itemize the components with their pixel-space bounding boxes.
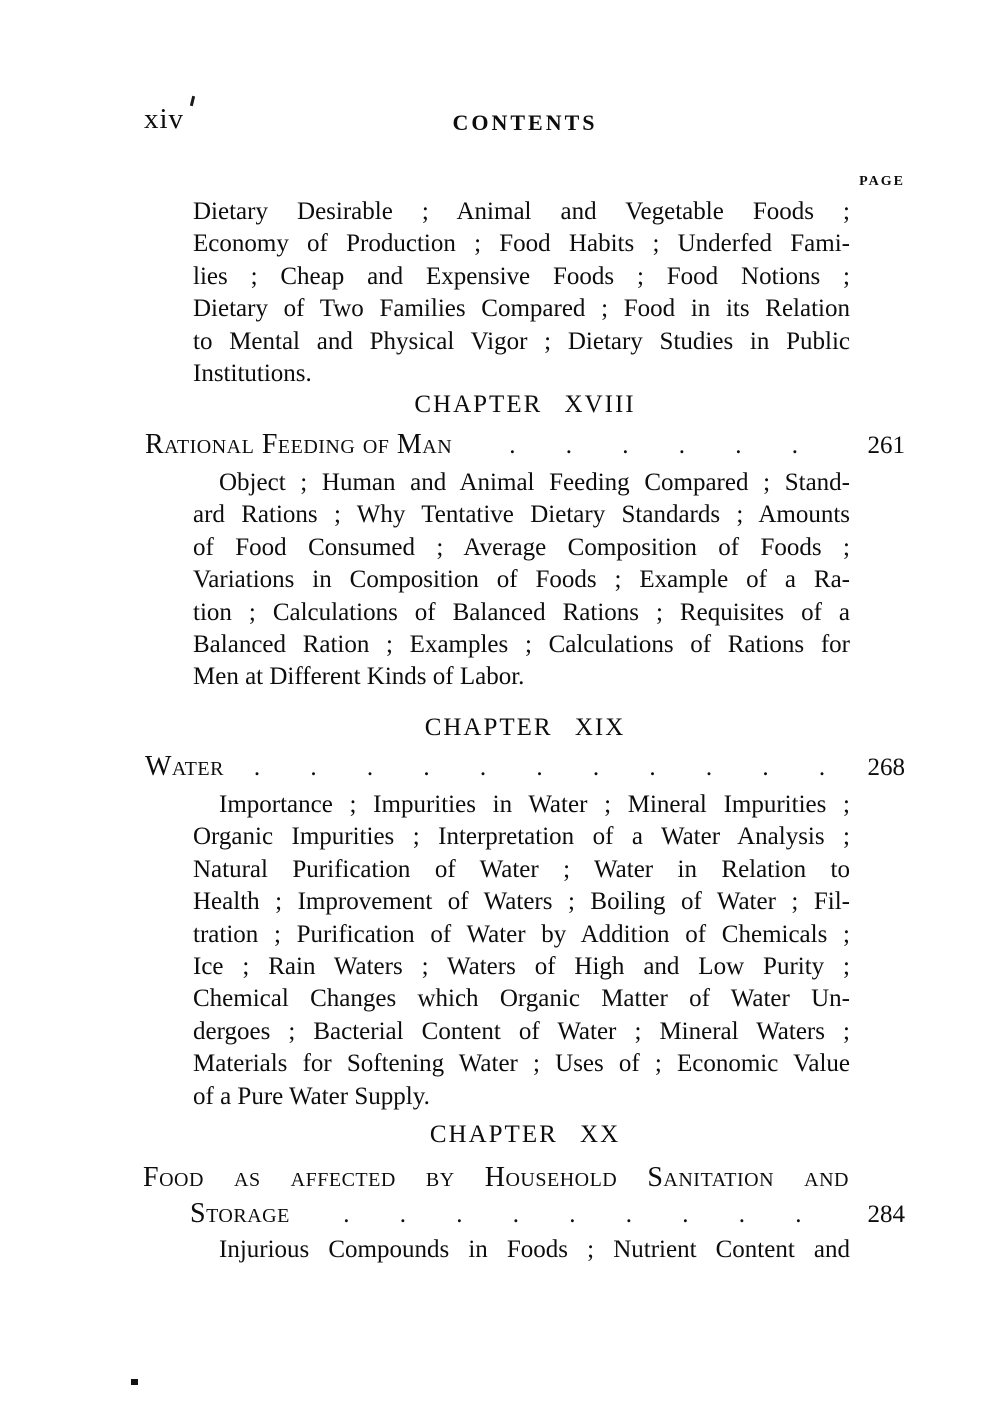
text-line: Dietary Desirable ; Animal and Vegetable Foods ; — [193, 198, 850, 225]
leader-dots: . . . . . . . . . . . — [253, 754, 826, 781]
text-line: of Food Consumed ; Average Composition of Foods ; — [193, 533, 850, 561]
chapter-heading-xviii: CHAPTER XVIII — [414, 391, 636, 418]
leader-dots: . . . . . . — [509, 432, 798, 459]
toc-entry-food-sanitation-line2 — [190, 1198, 905, 1230]
scan-artifact-tick — [190, 96, 195, 106]
text-line: Health ; Improvement of Waters ; Boiling of Water ; Fil- — [193, 888, 850, 916]
chapter-xix-summary — [193, 789, 850, 1113]
text-line: Chemical Changes which Organic Matter of Water Un- — [193, 985, 850, 1013]
chapter-xx-summary — [193, 1234, 850, 1266]
scan-artifact-dot — [131, 1379, 138, 1385]
chapter-xviii-summary — [193, 467, 850, 694]
text-line: Natural Purification of Water ; Water in Relation to — [193, 855, 850, 883]
text-line: Institutions. — [193, 360, 312, 388]
entry-page-number: 284 — [867, 1201, 905, 1228]
text-line: Injurious Compounds in Foods ; Nutrient Content and — [219, 1236, 850, 1263]
toc-entry-food-sanitation-line1: Food as affected by Household Sanitation and — [143, 1162, 849, 1193]
contents-title: CONTENTS — [452, 110, 598, 135]
text-line: tration ; Purification of Water by Addition of Chemicals ; — [193, 920, 850, 948]
text-line: Object ; Human and Animal Feeding Compared ; Stand- — [219, 469, 850, 496]
text-line: Organic Impurities ; Interpretation of a Water Analysis ; — [193, 823, 850, 851]
entry-title: Storage — [190, 1198, 290, 1229]
entry-title: Water — [145, 751, 224, 782]
chapter-heading-xx: CHAPTER XX — [429, 1121, 621, 1148]
text-line: to Mental and Physical Vigor ; Dietary Studies in Public — [193, 327, 850, 355]
text-line: Importance ; Impurities in Water ; Mineral Impurities ; — [219, 791, 850, 818]
text-line: Materials for Softening Water ; Uses of ; Economic Value — [193, 1050, 850, 1078]
entry-title: Rational Feeding of Man — [145, 429, 453, 460]
text-line: Men at Different Kinds of Labor. — [193, 663, 525, 691]
toc-entry-water — [145, 751, 905, 783]
entry-page-number: 261 — [867, 432, 905, 459]
entry-page-number: 268 — [867, 754, 905, 781]
intro-paragraph — [193, 196, 850, 390]
text-line: Dietary of Two Families Compared ; Food in its Relation — [193, 295, 850, 323]
text-line: lies ; Cheap and Expensive Foods ; Food Notions ; — [193, 262, 850, 290]
toc-entry-rational-feeding — [145, 429, 905, 461]
text-line: Variations in Composition of Foods ; Example of a Ra- — [193, 566, 850, 594]
text-line: Economy of Production ; Food Habits ; Underfed Fami- — [193, 230, 850, 258]
text-line: ard Rations ; Why Tentative Dietary Standards ; Amounts — [193, 501, 850, 529]
text-line: of a Pure Water Supply. — [193, 1082, 430, 1110]
page-folio: xiv — [144, 103, 185, 135]
leader-dots: . . . . . . . . . — [343, 1201, 802, 1228]
text-line: dergoes ; Bacterial Content of Water ; Mineral Waters ; — [193, 1017, 850, 1045]
text-line: tion ; Calculations of Balanced Rations ; Requisites of a — [193, 598, 850, 626]
text-line: Balanced Ration ; Examples ; Calculations of Rations for — [193, 631, 850, 659]
chapter-heading-xix: CHAPTER XIX — [424, 714, 626, 741]
page-column-label: PAGE — [859, 174, 905, 189]
text-line: Ice ; Rain Waters ; Waters of High and Low Purity ; — [193, 953, 850, 981]
